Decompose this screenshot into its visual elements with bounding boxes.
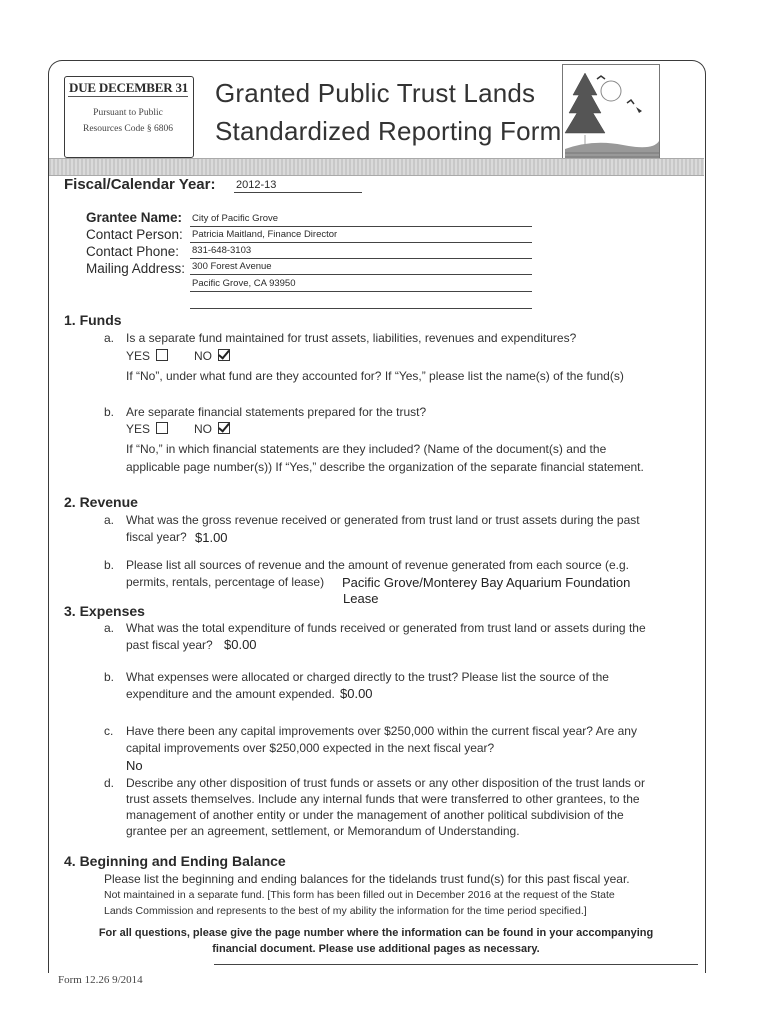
expenses-c-answer[interactable]: No bbox=[126, 758, 143, 773]
address-underline-1 bbox=[190, 274, 532, 275]
revenue-b-question-2: permits, rentals, percentage of lease) bbox=[126, 575, 325, 589]
expenses-c-question-2: capital improvements over $250,000 expected in the next fiscal year? bbox=[126, 741, 495, 755]
tree-birds-icon bbox=[563, 65, 659, 161]
contact-phone-label: Contact Phone: bbox=[86, 244, 180, 259]
contact-person-underline bbox=[190, 242, 532, 243]
expenses-b-letter: b. bbox=[104, 670, 115, 684]
fiscal-year-underline bbox=[234, 192, 362, 193]
expenses-b-question-1: What expenses were allocated or charged directly to the trust? Please list the source of the bbox=[126, 670, 609, 684]
footer-note-line-1: For all questions, please give the page number where the information can be found in your accompanying bbox=[98, 927, 654, 939]
funds-heading: 1. Funds bbox=[64, 312, 122, 328]
balance-answer-1[interactable]: Not maintained in a separate fund. [This form has been filled out in December 2016 at the request of the State bbox=[104, 889, 615, 901]
mailing-address-line-1[interactable]: 300 Forest Avenue bbox=[192, 261, 272, 272]
expenses-a-answer[interactable]: $0.00 bbox=[224, 637, 257, 652]
mailing-address-line-2[interactable]: Pacific Grove, CA 93950 bbox=[192, 278, 296, 289]
grantee-name-value[interactable]: City of Pacific Grove bbox=[192, 213, 279, 224]
address-underline-2 bbox=[190, 291, 532, 292]
funds-b-yes-label: YES bbox=[126, 422, 151, 436]
funds-b-yes-checkbox[interactable] bbox=[156, 422, 168, 434]
expenses-d-line-4: grantee per an agreement, settlement, or Memorandum of Understanding. bbox=[126, 824, 520, 838]
pursuant-line-2: Resources Code § 6806 bbox=[83, 124, 173, 134]
revenue-a-question-1: What was the gross revenue received or generated from trust land or trust assets during the past bbox=[126, 513, 640, 527]
funds-b-no-checkbox[interactable] bbox=[218, 422, 230, 434]
due-divider bbox=[68, 96, 188, 97]
expenses-d-line-3: management of another entity or under the management of another political subdivision of the bbox=[126, 808, 624, 822]
expenses-b-answer[interactable]: $0.00 bbox=[340, 686, 373, 701]
balance-heading: 4. Beginning and Ending Balance bbox=[64, 853, 286, 869]
footer-rule bbox=[214, 964, 698, 965]
contact-phone-value[interactable]: 831-648-3103 bbox=[192, 245, 252, 256]
footer-note bbox=[76, 925, 676, 957]
expenses-d-letter: d. bbox=[104, 776, 115, 790]
contact-person-value[interactable]: Patricia Maitland, Finance Director bbox=[192, 229, 338, 240]
grantee-name-underline bbox=[190, 226, 532, 227]
funds-b-yes-option[interactable] bbox=[126, 422, 168, 436]
funds-a-yes-label: YES bbox=[126, 349, 151, 363]
fiscal-year-value[interactable]: 2012-13 bbox=[236, 179, 277, 191]
expenses-a-question-2: past fiscal year? bbox=[126, 638, 213, 652]
balance-prompt: Please list the beginning and ending balances for the tidelands trust fund(s) for this past fiscal year. bbox=[104, 872, 630, 886]
address-underline-3 bbox=[190, 308, 532, 309]
state-lands-logo bbox=[562, 64, 660, 162]
funds-a-followup: If “No”, under what fund are they accounted for? If “Yes,” please list the name(s) of the fund(s) bbox=[126, 369, 624, 383]
funds-b-followup-2: applicable page number(s)) If “Yes,” describe the organization of the separate financial statement. bbox=[126, 460, 644, 474]
expenses-b-question-2: expenditure and the amount expended. bbox=[126, 687, 335, 701]
revenue-heading: 2. Revenue bbox=[64, 494, 138, 510]
funds-a-no-label: NO bbox=[194, 349, 212, 363]
funds-b-no-option[interactable] bbox=[194, 422, 230, 436]
due-date-label: DUE DECEMBER 31 bbox=[69, 80, 189, 95]
revenue-b-question-1: Please list all sources of revenue and the amount of revenue generated from each source (e.g. bbox=[126, 558, 629, 572]
revenue-a-letter: a. bbox=[104, 513, 115, 527]
expenses-c-question-1: Have there been any capital improvements over $250,000 within the current fiscal year? Are any bbox=[126, 724, 637, 738]
expenses-d-line-2: trust assets themselves. Include any internal funds that were transferred to other grantees, to the bbox=[126, 792, 640, 806]
expenses-heading: 3. Expenses bbox=[64, 603, 145, 619]
header-band bbox=[49, 158, 704, 176]
funds-a-no-checkbox[interactable] bbox=[218, 349, 230, 361]
contact-phone-underline bbox=[190, 258, 532, 259]
form-title-line-2: Standardized Reporting Form bbox=[215, 116, 562, 146]
pursuant-line-1: Pursuant to Public bbox=[93, 108, 163, 118]
funds-b-no-label: NO bbox=[194, 422, 212, 436]
expenses-d-line-1: Describe any other disposition of trust funds or assets or any other disposition of the trust lands or bbox=[126, 776, 645, 790]
funds-b-followup-1: If “No,” in which financial statements are they included? (Name of the document(s) and the bbox=[126, 442, 607, 456]
revenue-b-answer-1[interactable]: Pacific Grove/Monterey Bay Aquarium Foundation bbox=[342, 575, 631, 590]
funds-a-yes-option[interactable] bbox=[126, 349, 168, 363]
revenue-a-question-2: fiscal year? bbox=[126, 530, 187, 544]
fiscal-year-label: Fiscal/Calendar Year: bbox=[64, 176, 216, 193]
grantee-name-label: Grantee Name: bbox=[86, 210, 183, 225]
balance-answer-2[interactable]: Lands Commission and represents to the best of my ability the information for the time period specified.] bbox=[104, 905, 587, 917]
contact-person-label: Contact Person: bbox=[86, 227, 183, 242]
funds-a-yes-checkbox[interactable] bbox=[156, 349, 168, 361]
funds-a-no-option[interactable] bbox=[194, 349, 230, 363]
funds-b-question: Are separate financial statements prepared for the trust? bbox=[126, 405, 427, 419]
revenue-b-letter: b. bbox=[104, 558, 115, 572]
expenses-a-question-1: What was the total expenditure of funds received or generated from trust land or assets during the bbox=[126, 621, 646, 635]
revenue-b-answer-2[interactable]: Lease bbox=[343, 591, 379, 606]
footer-note-line-2: financial document. Please use additional pages as necessary. bbox=[212, 943, 540, 955]
expenses-a-letter: a. bbox=[104, 621, 115, 635]
form-title-line-1: Granted Public Trust Lands bbox=[215, 78, 536, 108]
revenue-a-answer[interactable]: $1.00 bbox=[195, 530, 228, 545]
expenses-c-letter: c. bbox=[104, 724, 114, 738]
funds-b-letter: b. bbox=[104, 405, 115, 419]
funds-a-letter: a. bbox=[104, 331, 115, 345]
mailing-address-label: Mailing Address: bbox=[86, 261, 186, 276]
funds-a-question: Is a separate fund maintained for trust assets, liabilities, revenues and expenditures? bbox=[126, 331, 577, 345]
form-number: Form 12.26 9/2014 bbox=[58, 974, 143, 986]
